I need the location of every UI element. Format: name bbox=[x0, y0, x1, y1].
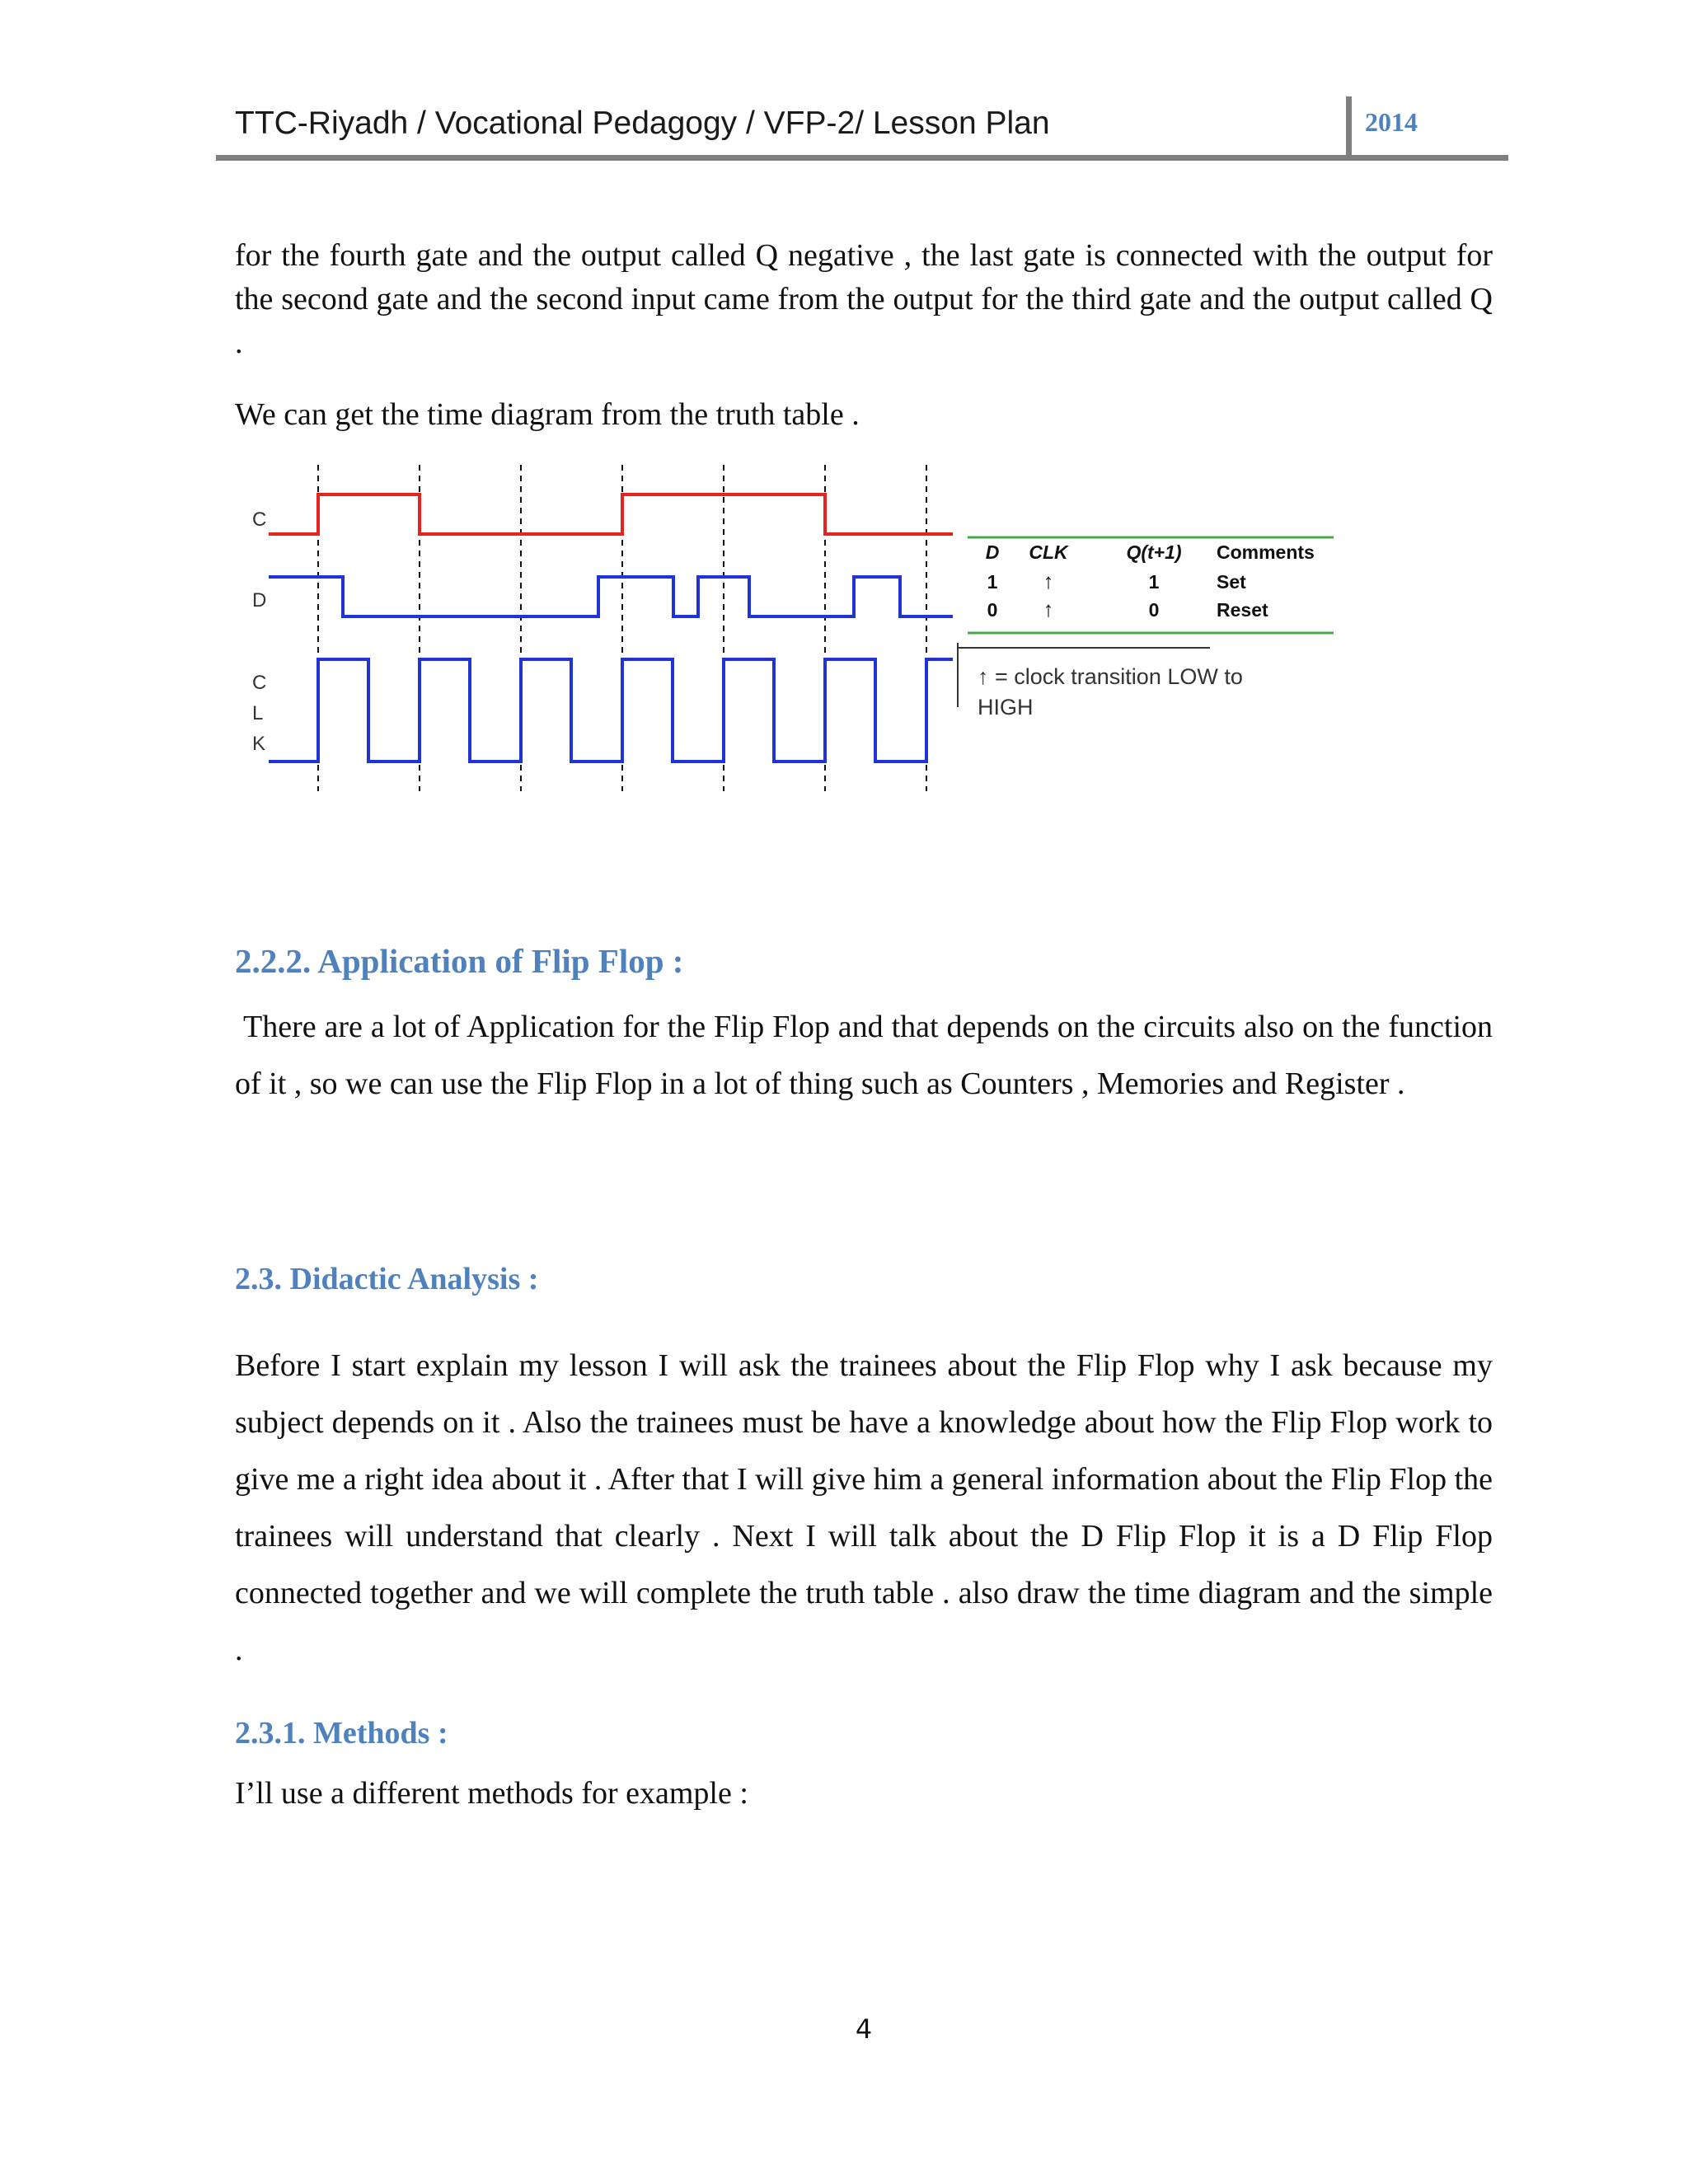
truth-table-cell: 0 bbox=[987, 599, 998, 621]
clock-note-line-2: HIGH bbox=[978, 695, 1034, 719]
heading-didactic-analysis: 2.3. Didactic Analysis : bbox=[235, 1262, 539, 1296]
page-number: 4 bbox=[855, 2013, 873, 2045]
paragraph-didactic-analysis: Before I start explain my lesson I will ask the trainees about the Flip Flop why I ask because my subject depends on it . Also the trainees must be have a knowledge about how the Flip Flop work to give me a right idea about it . After that I will give him a general information about the Flip Flop the trainees will understand that clearly . Next I will talk about the D Flip Flop it is a D Flip Flop connected together and we will complete the truth table . also draw the time diagram and the simple . bbox=[235, 1348, 1493, 1667]
truth-table-cell: 1 bbox=[987, 571, 998, 593]
signal-label-c: C bbox=[252, 509, 267, 531]
signal-label-d: D bbox=[252, 589, 267, 612]
signal-label-clk-1: C bbox=[252, 672, 267, 694]
signal-c-waveform bbox=[269, 494, 953, 534]
signal-d-waveform bbox=[269, 577, 953, 616]
header-rule bbox=[216, 155, 1508, 161]
signal-label-clk-3: K bbox=[252, 733, 266, 755]
paragraph-methods: I’ll use a different methods for example : bbox=[235, 1776, 748, 1811]
truth-table-header-d: D bbox=[985, 541, 1000, 563]
heading-application-of-flip-flop: 2.2.2. Application of Flip Flop : bbox=[235, 942, 684, 980]
truth-table-cell: Set bbox=[1217, 571, 1246, 593]
header-title: TTC-Riyadh / Vocational Pedagogy / VFP-2/ Lesson Plan bbox=[235, 105, 1050, 141]
truth-table-cell: 1 bbox=[1148, 571, 1160, 593]
truth-table-header-comments: Comments bbox=[1217, 541, 1315, 563]
paragraph-time-diagram-intro: We can get the time diagram from the truth table . bbox=[235, 397, 860, 432]
truth-table-cell: ↑ bbox=[1043, 569, 1054, 593]
header-divider bbox=[1346, 96, 1352, 157]
clock-note-line-1: ↑ = clock transition LOW to bbox=[978, 664, 1243, 689]
paragraph-gate-description: for the fourth gate and the output called Q negative , the last gate is connected with the output for the second gate and the second input came from the output for the third gate and the output called Q . bbox=[235, 238, 1493, 360]
signal-label-clk-2: L bbox=[252, 702, 264, 724]
header-year: 2014 bbox=[1365, 107, 1418, 137]
paragraph-application-text: There are a lot of Application for the Flip Flop and that depends on the circuits also on the function of it , so we can use the Flip Flop in a lot of thing such as Counters , Memories and Register . bbox=[235, 1010, 1493, 1101]
heading-methods: 2.3.1. Methods : bbox=[235, 1716, 448, 1750]
paragraph-application bbox=[235, 999, 1493, 1113]
timing-diagram bbox=[231, 458, 1385, 804]
truth-table-cell: 0 bbox=[1148, 599, 1160, 621]
truth-table-cell: ↑ bbox=[1043, 597, 1054, 621]
truth-table-cell: Reset bbox=[1217, 599, 1268, 621]
truth-table-header-clk: CLK bbox=[1029, 541, 1068, 563]
truth-table-header-q: Q(t+1) bbox=[1126, 541, 1182, 563]
signal-clk-waveform bbox=[269, 659, 953, 762]
